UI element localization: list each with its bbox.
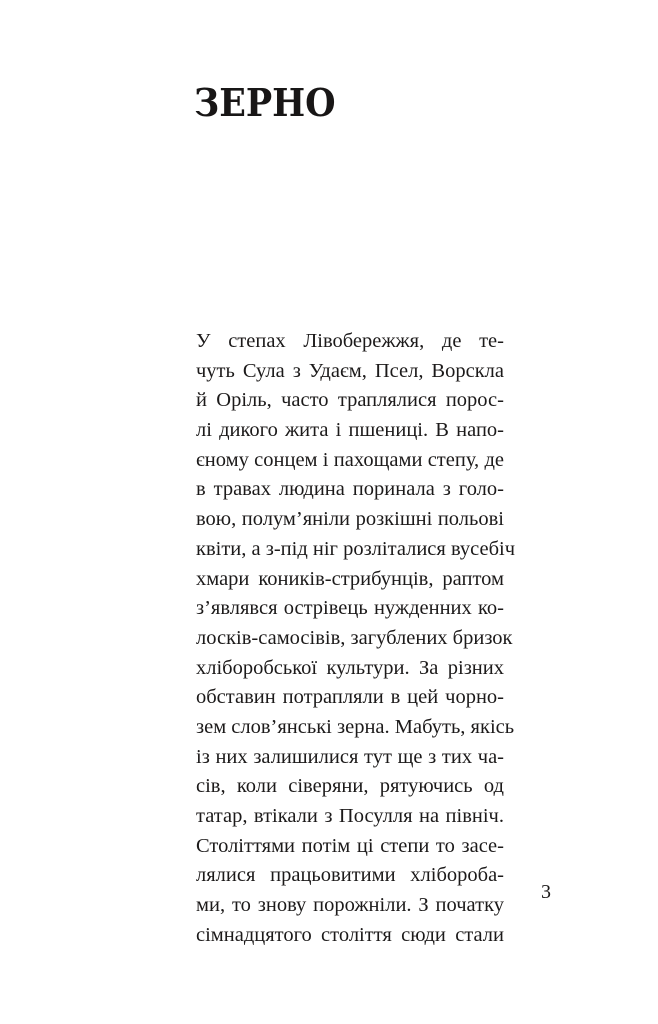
text-line: хмари коників-стрибунців, раптом [196, 567, 504, 590]
page-number: 3 [541, 881, 551, 903]
chapter-title: ЗЕРНО [194, 80, 336, 125]
text-line: Століттями потім ці степи то засе- [196, 834, 504, 857]
text-line: вою, полум’яніли розкішні польові [196, 508, 504, 531]
text-line: лосків-самосівів, загублених бризок [196, 626, 513, 649]
body-text [196, 327, 516, 950]
text-line: єному сонцем і пахощами степу, де [196, 448, 504, 471]
text-line: ми, то знову порожніли. З початку [196, 894, 504, 917]
text-line: сімнадцятого століття сюди стали [196, 923, 504, 946]
text-line: лі дикого жита і пшениці. В напо- [196, 419, 504, 442]
text-line: квіти, а з-під ніг розліталися вусебіч [196, 537, 516, 560]
text-line: обставин потрапляли в цей чорно- [196, 686, 504, 709]
text-line: лялися працьовитими хлібороба- [196, 864, 504, 887]
text-line: хліборобської культури. За різних [196, 656, 504, 679]
text-line: з’являвся острівець нужденних ко- [196, 597, 504, 620]
text-line: чуть Сула з Удаєм, Псел, Ворскла [196, 359, 504, 382]
text-line: татар, втікали з Посулля на північ. [196, 805, 504, 827]
text-line: сів, коли сіверяни, рятуючись од [196, 775, 504, 798]
text-line: із них залишилися тут ще з тих ча- [196, 745, 504, 768]
text-line: й Оріль, часто траплялися порос- [196, 389, 504, 412]
text-line: в травах людина поринала з голо- [196, 478, 504, 501]
text-line: зем слов’янські зерна. Мабуть, якісь [196, 715, 515, 738]
text-line: У степах Лівобережжя, де те- [196, 330, 504, 352]
